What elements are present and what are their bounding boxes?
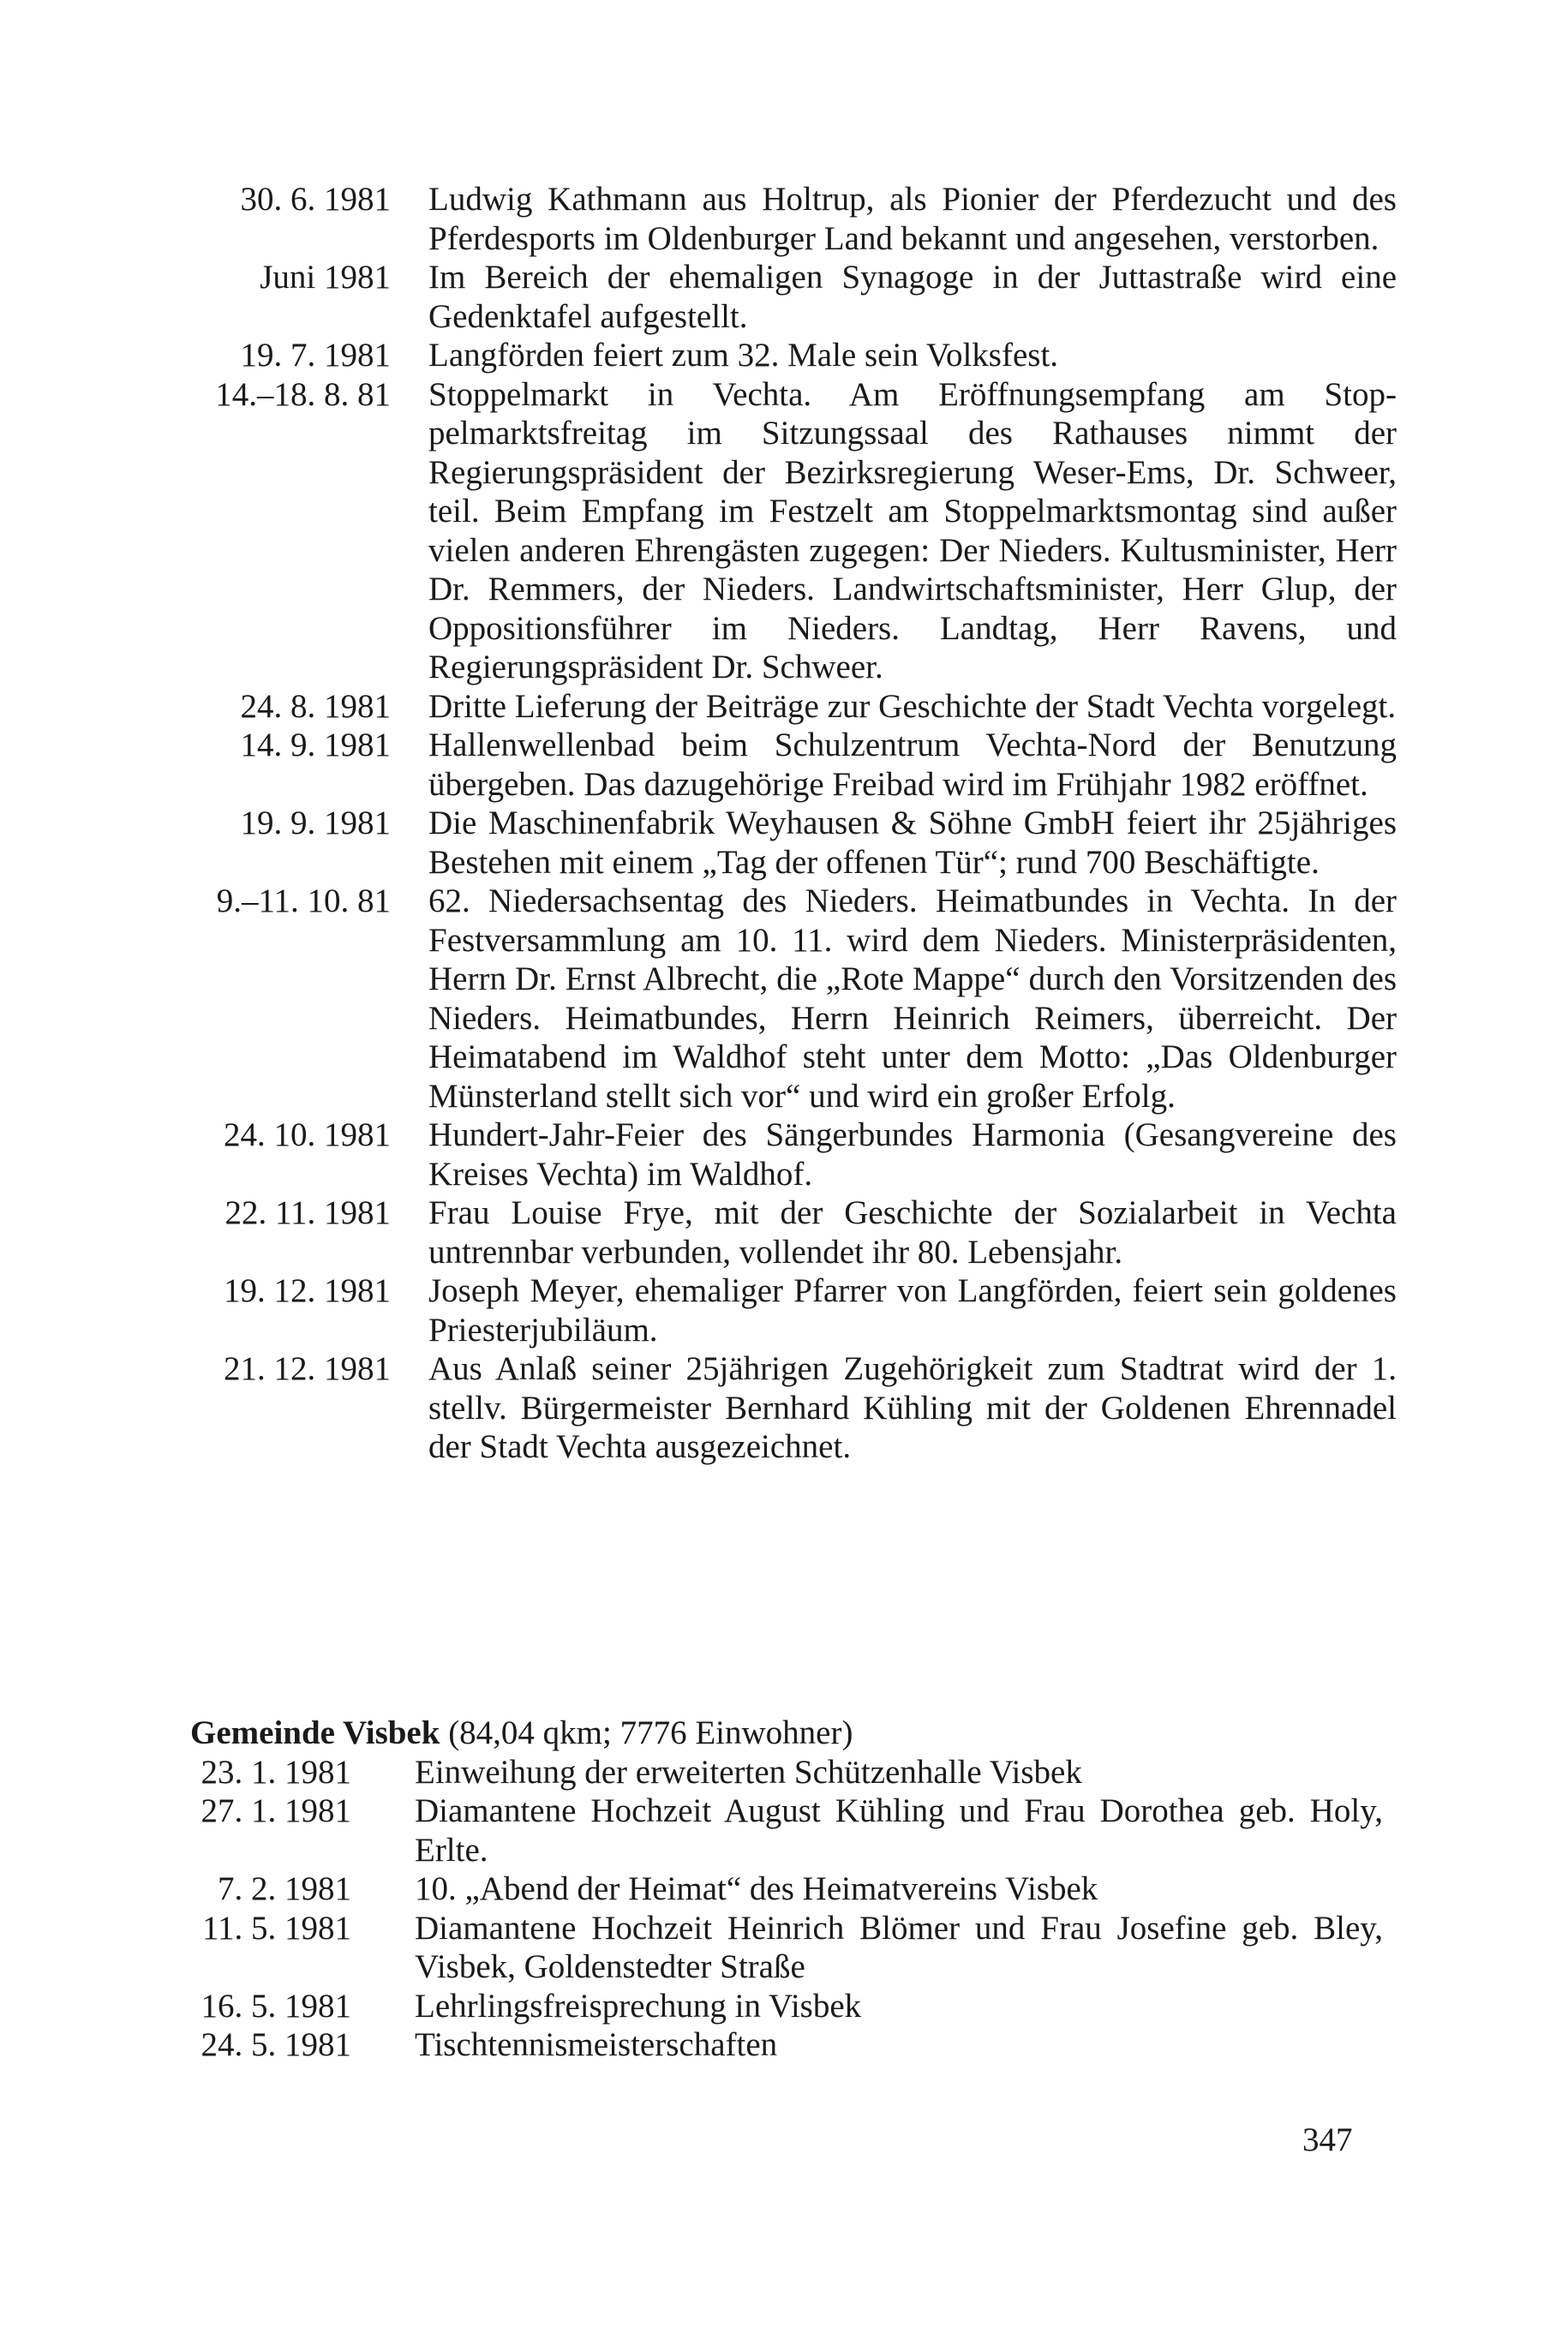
chronicle-entry — [171, 336, 1397, 375]
chronicle-entry — [171, 882, 1397, 1116]
entry-text: 10. „Abend der Heimat“ des Heimatvereins Visbek — [415, 1870, 1098, 1907]
entry-date: 24. 8. 1981 — [240, 687, 391, 725]
entry-text: Hundert-Jahr-Feier des Sängerbundes Harmonia (Gesangvereine des Kreises Vechta) im Waldhof. — [428, 1116, 1397, 1193]
entry-date: 22. 11. 1981 — [224, 1194, 391, 1231]
section-details: (84,04 qkm; 7776 Einwohner) — [448, 1714, 853, 1751]
entry-date: 24. 10. 1981 — [224, 1116, 391, 1153]
entry-text: Dritte Lieferung der Beiträge zur Geschichte der Stadt Vechta vorgelegt. — [428, 687, 1397, 725]
page-number: 347 — [1302, 2121, 1353, 2158]
section-entry — [190, 2025, 1397, 2065]
chronicle-entry — [171, 1116, 1397, 1193]
section-entry — [190, 1869, 1397, 1909]
entry-text: Joseph Meyer, ehemaliger Pfarrer von Langförden, feiert sein goldenes Priesterjubiläum. — [428, 1272, 1397, 1349]
entry-date: 19. 9. 1981 — [240, 805, 391, 841]
chronicle-entry — [171, 375, 1397, 687]
entry-text: Tischtennismeisterschaften — [415, 2026, 778, 2063]
entry-text: Langförden feiert zum 32. Male sein Volksfest. — [428, 337, 1059, 374]
entry-text: Einweihung der erweiterten Schützenhalle Visbek — [415, 1753, 1082, 1791]
chronicle-entry — [171, 804, 1397, 882]
entry-date: 9.–11. 10. 81 — [216, 882, 391, 919]
chronicle-entry — [171, 180, 1397, 258]
entry-date: 19. 7. 1981 — [240, 337, 391, 374]
entry-date: 24. 5. 1981 — [200, 2026, 351, 2063]
chronicle-entry — [171, 1271, 1397, 1349]
entry-text: 62. Niedersachsentag des Nieders. Heimatbundes in Vechta. In der Festversammlung am 10. 11. wird dem Nieders. Ministerpräsidenten, Herrn Dr. Ernst Albrecht, die „Rote Mappe“ durch den Vorsitzenden des Nieders. Heimatbundes, Herrn Heinrich Reimers, überreicht. Der Heimatabend im Waldhof steht unter dem Motto: „Das Oldenburger Münsterland stellt sich vor“ und wird ein großer Erfolg. — [428, 882, 1397, 1115]
section-heading — [190, 1714, 1397, 1753]
entry-text: Diamantene Hochzeit August Kühling und Frau Dorothea geb. Holy, Erlte. — [415, 1792, 1383, 1869]
chronicle-entry — [171, 1193, 1397, 1271]
section-entry — [190, 1909, 1397, 1987]
entry-date: 11. 5. 1981 — [201, 1909, 351, 1947]
section-visbek — [190, 1714, 1397, 2065]
section-name: Gemeinde Visbek — [190, 1714, 440, 1751]
chronicle-entries — [171, 180, 1397, 1467]
entry-date: 21. 12. 1981 — [224, 1350, 391, 1387]
entry-date: 14.–18. 8. 81 — [215, 375, 391, 413]
entry-date: 14. 9. 1981 — [240, 727, 391, 763]
entry-text: Aus Anlaß seiner 25jährigen Zugehörigkeit zum Stadtrat wird der 1. stellv. Bürgermeister Bernhard Kühling mit der Goldenen Ehrennadel der Stadt Vechta ausgezeichnet. — [428, 1350, 1397, 1465]
section-entry — [190, 1792, 1397, 1869]
entry-text: Im Bereich der ehemaligen Synagoge in der Juttastraße wird eine Gedenktafel aufgestellt. — [428, 259, 1397, 335]
entry-date: Juni 1981 — [260, 259, 391, 296]
chronicle-entry — [171, 258, 1397, 336]
entry-text: Ludwig Kathmann aus Holtrup, als Pionier der Pferdezucht und des Pferdesports im Oldenburger Land bekannt und angesehen, verstorben. — [428, 181, 1397, 257]
entry-date: 30. 6. 1981 — [240, 181, 391, 218]
chronicle-entry — [171, 1349, 1397, 1467]
section-entry — [190, 1753, 1397, 1792]
entry-date: 19. 12. 1981 — [224, 1272, 391, 1309]
entry-text: Hallenwellenbad beim Schulzentrum Vechta-Nord der Benutzung übergeben. Das dazugehörige Freibad wird im Frühjahr 1982 eröffnet. — [428, 727, 1397, 803]
entry-date: 16. 5. 1981 — [200, 1987, 351, 2025]
section-entry — [190, 1987, 1397, 2026]
entry-text: Frau Louise Frye, mit der Geschichte der Sozialarbeit in Vechta untrennbar verbunden, vollendet ihr 80. Lebensjahr. — [428, 1194, 1397, 1271]
entry-text: Stoppelmarkt in Vechta. Am Eröffnungsempfang am Stoppelmarktsfreitag im Sitzungssaal des Rathauses nimmt der Regierungspräsident der Bezirksregierung Weser-Ems, Dr. Schweer, teil. Beim Empfang im Festzelt am Stoppelmarktsmontag sind außer vielen anderen Ehrengästen zugegen: Der Nieders. Kultusminister, Herr Dr. Remmers, der Nieders. Landwirtschaftsminister, Herr Glup, der Oppositionsführer im Nieders. Landtag, Herr Ravens, und Regierungspräsident Dr. Schweer. — [428, 375, 1397, 685]
entry-date: 7. 2. 1981 — [218, 1870, 351, 1907]
entry-date: 23. 1. 1981 — [200, 1753, 351, 1791]
entry-text: Die Maschinenfabrik Weyhausen & Söhne GmbH feiert ihr 25jähriges Bestehen mit einem „Tag der offenen Tür“; rund 700 Beschäftigte. — [428, 805, 1397, 881]
chronicle-entry — [171, 687, 1397, 727]
entry-date: 27. 1. 1981 — [200, 1792, 351, 1829]
entry-text: Diamantene Hochzeit Heinrich Blömer und Frau Josefine geb. Bley, Visbek, Goldenstedter Straße — [415, 1909, 1383, 1985]
entry-text: Lehrlingsfreisprechung in Visbek — [415, 1987, 862, 2025]
chronicle-entry — [171, 726, 1397, 804]
